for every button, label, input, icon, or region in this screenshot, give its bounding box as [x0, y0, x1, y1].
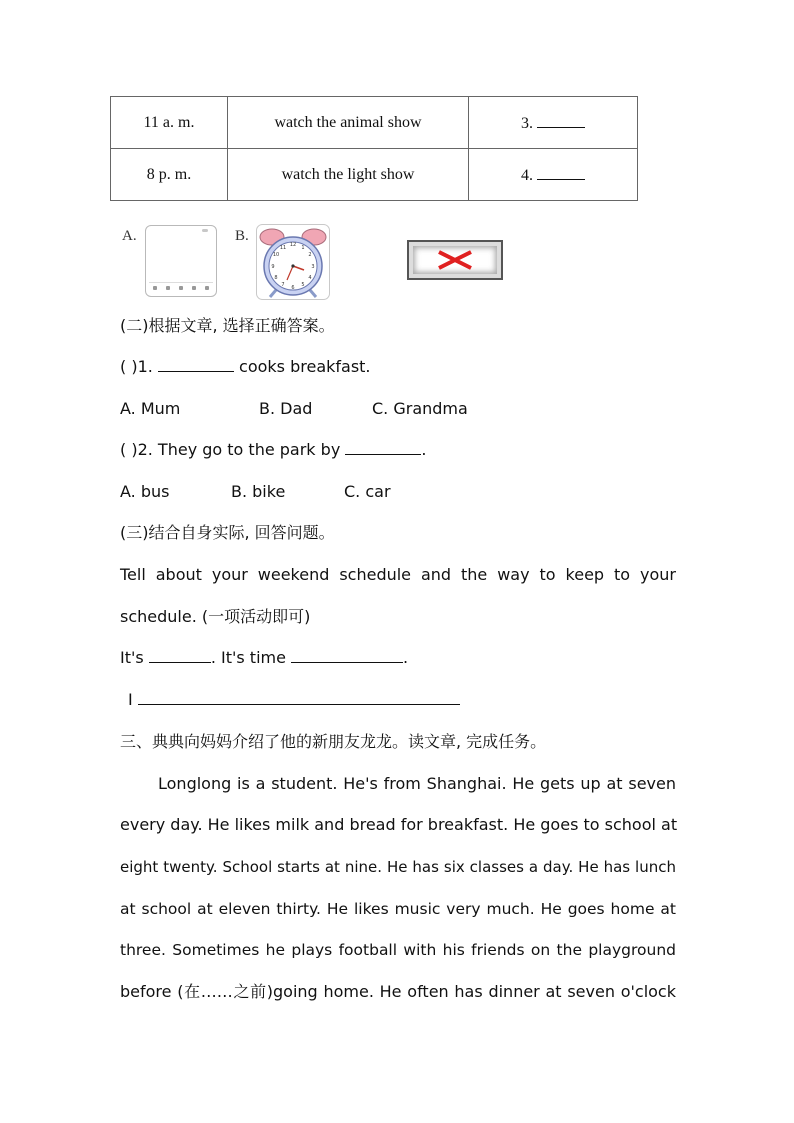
svg-text:12: 12	[289, 242, 297, 248]
table-row	[111, 149, 638, 201]
phone-screen-icon	[145, 225, 217, 297]
broken-image-icon	[407, 240, 503, 280]
svg-text:1: 1	[301, 245, 305, 251]
question-1	[120, 356, 676, 378]
svg-text:8: 8	[274, 275, 278, 281]
alarm-clock-icon	[256, 224, 330, 300]
schedule-table	[110, 96, 638, 201]
answer-text: .	[403, 648, 409, 667]
answer-number: 4.	[521, 166, 533, 184]
option-c: C. Grandma	[372, 399, 468, 418]
option-c: C. car	[344, 482, 391, 501]
option-a-label: A.	[122, 228, 137, 244]
phone-toolbar	[149, 282, 213, 293]
answer-text: It's	[120, 648, 149, 667]
question-prompt: 2. They go to the park by	[137, 440, 346, 459]
table-row	[111, 97, 638, 149]
fill-blank	[291, 648, 403, 663]
answer-text: . It's time	[210, 648, 292, 667]
question-2	[120, 439, 676, 461]
answer-paren: ( )	[120, 440, 138, 459]
activity-cell: watch the light show	[228, 149, 469, 201]
svg-text:2: 2	[308, 252, 312, 258]
answer-number: 3.	[521, 114, 533, 132]
answer-line-1	[120, 647, 676, 669]
answer-line-2	[128, 689, 684, 711]
passage-line: Longlong is a student. He's from Shanghai. He gets up at seven	[158, 774, 676, 793]
time-cell: 11 a. m.	[111, 97, 228, 149]
answer-blank	[537, 113, 585, 128]
section3-prompt-line1: Tell about your weekend schedule and the way to keep to your	[120, 565, 676, 584]
activity-cell: watch the animal show	[228, 97, 469, 149]
option-a: A. bus	[120, 482, 170, 501]
answer-paren: ( )	[120, 357, 138, 376]
part3-heading: 三、典典向妈妈介绍了他的新朋友龙龙。读文章, 完成任务。	[120, 732, 547, 751]
fill-blank	[345, 440, 421, 455]
svg-text:4: 4	[308, 275, 312, 281]
answer-blank	[537, 165, 585, 180]
fill-blank	[158, 357, 234, 372]
svg-text:11: 11	[279, 245, 287, 251]
option-b: B. Dad	[259, 399, 313, 418]
option-a: A. Mum	[120, 399, 181, 418]
answer-cell	[469, 97, 638, 149]
passage-line: at school at eleven thirty. He likes music very much. He goes home at	[120, 900, 676, 918]
passage-line: before (在……之前)going home. He often has dinner at seven o'clock	[120, 982, 676, 1001]
svg-text:7: 7	[281, 282, 285, 288]
phone-status-dot	[202, 229, 208, 232]
question-suffix: cooks breakfast.	[233, 357, 371, 376]
section2-heading: (二)根据文章, 选择正确答案。	[120, 316, 335, 335]
svg-text:10: 10	[272, 252, 280, 258]
fill-blank	[149, 648, 211, 663]
svg-text:9: 9	[271, 264, 275, 270]
time-cell: 8 p. m.	[111, 149, 228, 201]
svg-text:3: 3	[311, 264, 315, 270]
question-prompt: 1.	[137, 357, 158, 376]
answer-cell	[469, 149, 638, 201]
svg-text:6: 6	[291, 285, 295, 291]
option-b-label: B.	[235, 228, 249, 244]
section3-prompt-line2: schedule. (一项活动即可)	[120, 607, 311, 626]
passage-line: eight twenty. School starts at nine. He has six classes a day. He has lunch	[120, 858, 676, 876]
passage-line: every day. He likes milk and bread for breakfast. He goes to school at	[120, 815, 678, 834]
svg-text:5: 5	[301, 282, 305, 288]
answer-text: I	[128, 690, 138, 709]
question-suffix: .	[421, 440, 427, 459]
option-b: B. bike	[231, 482, 286, 501]
section3-heading: (三)结合自身实际, 回答问题。	[120, 523, 335, 542]
passage-line: three. Sometimes he plays football with his friends on the playground	[120, 941, 676, 959]
fill-blank	[138, 690, 460, 705]
